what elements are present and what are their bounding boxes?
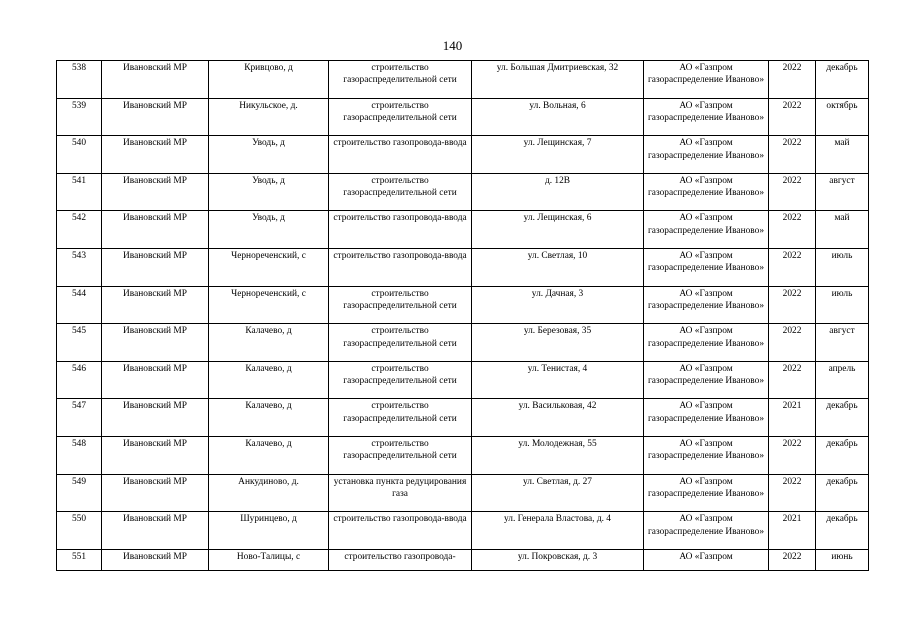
work-type-cell: строительство газопровода- — [329, 549, 472, 570]
row-number-cell: 550 — [57, 512, 102, 550]
address-cell: д. 12В — [472, 173, 644, 211]
settlement-cell: Уводь, д — [209, 136, 329, 174]
table-row — [57, 361, 869, 399]
district-cell: Ивановский МР — [102, 248, 209, 286]
district-cell: Ивановский МР — [102, 361, 209, 399]
month-cell: август — [816, 324, 869, 362]
address-cell: ул. Васильковая, 42 — [472, 399, 644, 437]
work-type-cell: строительство газопровода-ввода — [329, 211, 472, 249]
row-number-cell: 539 — [57, 98, 102, 136]
table-row — [57, 248, 869, 286]
table-row — [57, 474, 869, 512]
organization-cell: АО «Газпром газораспределение Иваново» — [644, 399, 769, 437]
settlement-cell: Калачево, д — [209, 324, 329, 362]
table-row — [57, 61, 869, 99]
month-cell: декабрь — [816, 399, 869, 437]
month-cell: июль — [816, 286, 869, 324]
table-row — [57, 324, 869, 362]
month-cell: май — [816, 136, 869, 174]
address-cell: ул. Вольная, 6 — [472, 98, 644, 136]
month-cell: август — [816, 173, 869, 211]
year-cell: 2022 — [769, 474, 816, 512]
table-body — [57, 61, 869, 571]
month-cell: май — [816, 211, 869, 249]
row-number-cell: 551 — [57, 549, 102, 570]
month-cell: июнь — [816, 549, 869, 570]
district-cell: Ивановский МР — [102, 474, 209, 512]
work-type-cell: строительство газопровода-ввода — [329, 248, 472, 286]
row-number-cell: 549 — [57, 474, 102, 512]
work-type-cell: строительство газораспределительной сети — [329, 399, 472, 437]
year-cell: 2021 — [769, 512, 816, 550]
district-cell: Ивановский МР — [102, 436, 209, 474]
district-cell: Ивановский МР — [102, 98, 209, 136]
row-number-cell: 546 — [57, 361, 102, 399]
organization-cell: АО «Газпром газораспределение Иваново» — [644, 324, 769, 362]
organization-cell: АО «Газпром газораспределение Иваново» — [644, 61, 769, 99]
month-cell: декабрь — [816, 61, 869, 99]
district-cell: Ивановский МР — [102, 286, 209, 324]
table-row — [57, 173, 869, 211]
row-number-cell: 545 — [57, 324, 102, 362]
table-row — [57, 211, 869, 249]
row-number-cell: 544 — [57, 286, 102, 324]
settlement-cell: Калачево, д — [209, 361, 329, 399]
district-cell: Ивановский МР — [102, 399, 209, 437]
organization-cell: АО «Газпром — [644, 549, 769, 570]
gasification-table — [56, 60, 869, 571]
organization-cell: АО «Газпром газораспределение Иваново» — [644, 286, 769, 324]
work-type-cell: строительство газораспределительной сети — [329, 173, 472, 211]
table-row — [57, 549, 869, 570]
settlement-cell: Чернореченский, с — [209, 286, 329, 324]
row-number-cell: 548 — [57, 436, 102, 474]
organization-cell: АО «Газпром газораспределение Иваново» — [644, 361, 769, 399]
year-cell: 2021 — [769, 399, 816, 437]
year-cell: 2022 — [769, 98, 816, 136]
row-number-cell: 540 — [57, 136, 102, 174]
district-cell: Ивановский МР — [102, 136, 209, 174]
month-cell: декабрь — [816, 436, 869, 474]
district-cell: Ивановский МР — [102, 61, 209, 99]
month-cell: апрель — [816, 361, 869, 399]
settlement-cell: Калачево, д — [209, 436, 329, 474]
organization-cell: АО «Газпром газораспределение Иваново» — [644, 512, 769, 550]
address-cell: ул. Дачная, 3 — [472, 286, 644, 324]
table-row — [57, 286, 869, 324]
year-cell: 2022 — [769, 61, 816, 99]
row-number-cell: 541 — [57, 173, 102, 211]
organization-cell: АО «Газпром газораспределение Иваново» — [644, 474, 769, 512]
month-cell: декабрь — [816, 474, 869, 512]
work-type-cell: строительство газораспределительной сети — [329, 61, 472, 99]
settlement-cell: Уводь, д — [209, 173, 329, 211]
settlement-cell: Никульское, д. — [209, 98, 329, 136]
row-number-cell: 542 — [57, 211, 102, 249]
district-cell: Ивановский МР — [102, 211, 209, 249]
district-cell: Ивановский МР — [102, 512, 209, 550]
year-cell: 2022 — [769, 136, 816, 174]
table-row — [57, 436, 869, 474]
address-cell: ул. Тенистая, 4 — [472, 361, 644, 399]
address-cell: ул. Лещинская, 6 — [472, 211, 644, 249]
work-type-cell: строительство газораспределительной сети — [329, 436, 472, 474]
month-cell: октябрь — [816, 98, 869, 136]
page-number: 140 — [442, 38, 463, 53]
district-cell: Ивановский МР — [102, 173, 209, 211]
district-cell: Ивановский МР — [102, 324, 209, 362]
work-type-cell: строительство газораспределительной сети — [329, 98, 472, 136]
settlement-cell: Калачево, д — [209, 399, 329, 437]
address-cell: ул. Березовая, 35 — [472, 324, 644, 362]
work-type-cell: установка пункта редуцирования газа — [329, 474, 472, 512]
table-row — [57, 136, 869, 174]
table-row — [57, 98, 869, 136]
month-cell: июль — [816, 248, 869, 286]
address-cell: ул. Светлая, 10 — [472, 248, 644, 286]
year-cell: 2022 — [769, 549, 816, 570]
settlement-cell: Анкудиново, д. — [209, 474, 329, 512]
month-cell: декабрь — [816, 512, 869, 550]
organization-cell: АО «Газпром газораспределение Иваново» — [644, 98, 769, 136]
year-cell: 2022 — [769, 248, 816, 286]
settlement-cell: Уводь, д — [209, 211, 329, 249]
year-cell: 2022 — [769, 361, 816, 399]
table-row — [57, 399, 869, 437]
address-cell: ул. Светлая, д. 27 — [472, 474, 644, 512]
year-cell: 2022 — [769, 286, 816, 324]
row-number-cell: 543 — [57, 248, 102, 286]
work-type-cell: строительство газопровода-ввода — [329, 136, 472, 174]
address-cell: ул. Покровская, д. 3 — [472, 549, 644, 570]
year-cell: 2022 — [769, 436, 816, 474]
district-cell: Ивановский МР — [102, 549, 209, 570]
work-type-cell: строительство газораспределительной сети — [329, 361, 472, 399]
table-row — [57, 512, 869, 550]
address-cell: ул. Большая Дмитриевская, 32 — [472, 61, 644, 99]
settlement-cell: Кривцово, д — [209, 61, 329, 99]
organization-cell: АО «Газпром газораспределение Иваново» — [644, 248, 769, 286]
row-number-cell: 547 — [57, 399, 102, 437]
work-type-cell: строительство газопровода-ввода — [329, 512, 472, 550]
year-cell: 2022 — [769, 173, 816, 211]
organization-cell: АО «Газпром газораспределение Иваново» — [644, 136, 769, 174]
organization-cell: АО «Газпром газораспределение Иваново» — [644, 173, 769, 211]
address-cell: ул. Лещинская, 7 — [472, 136, 644, 174]
settlement-cell: Чернореченский, с — [209, 248, 329, 286]
year-cell: 2022 — [769, 211, 816, 249]
settlement-cell: Ново-Талицы, с — [209, 549, 329, 570]
address-cell: ул. Молодежная, 55 — [472, 436, 644, 474]
settlement-cell: Шуринцево, д — [209, 512, 329, 550]
organization-cell: АО «Газпром газораспределение Иваново» — [644, 436, 769, 474]
row-number-cell: 538 — [57, 61, 102, 99]
address-cell: ул. Генерала Властова, д. 4 — [472, 512, 644, 550]
work-type-cell: строительство газораспределительной сети — [329, 324, 472, 362]
organization-cell: АО «Газпром газораспределение Иваново» — [644, 211, 769, 249]
year-cell: 2022 — [769, 324, 816, 362]
work-type-cell: строительство газораспределительной сети — [329, 286, 472, 324]
